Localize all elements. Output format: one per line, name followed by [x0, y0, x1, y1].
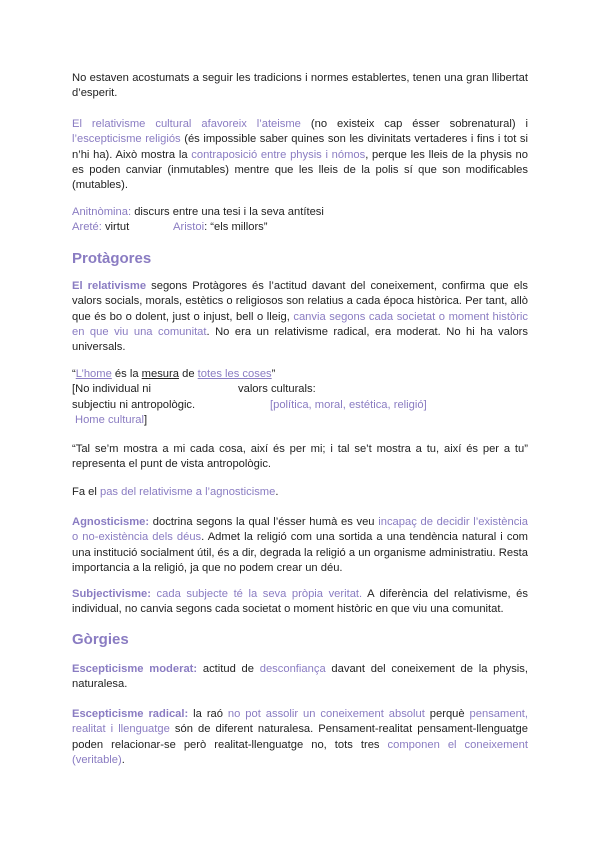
term-subjectivisme: Subjectivisme:: [72, 588, 151, 600]
highlight-totes-les-coses: totes les coses: [197, 368, 272, 380]
highlight-coneixement-absolut: no pot assolir un coneixement absolut: [227, 708, 425, 720]
quote-note: subjectiu ni antropològic.: [72, 398, 196, 411]
paragraph-tal-se-m-mostra: “Tal se’m mostra a mi cada cosa, així és per mi; i tal se’t mostra a tu, així és per a tu” representa el punt de vista antropològic.: [72, 443, 528, 471]
term-escepticisme-moderat: Escepticisme moderat:: [72, 663, 198, 675]
quote-mark: ”: [271, 368, 276, 380]
quote-note: valors culturals:: [238, 383, 316, 396]
paragraph-text: són de diferent naturalesa. Pensament-realitat pensament-llenguatge poden relacionar-se però realitat-llenguatge no, tots tres: [72, 723, 528, 751]
definition-antinomia: [72, 205, 528, 220]
heading-protagores: Protàgores: [72, 250, 152, 267]
paragraph-text: .: [121, 753, 125, 766]
paragraph-tradicions: [72, 71, 528, 102]
quote-mark: “: [72, 368, 76, 380]
highlight-desconfianca: desconfiança: [259, 663, 326, 675]
highlight-pas-relativisme: pas del relativisme a l’agnosticisme: [99, 486, 276, 498]
quote-note: ]: [144, 413, 148, 426]
highlight-contraposicio: contraposició entre physis i nómos: [191, 148, 366, 161]
highlight-politica-moral: [política, moral, estética, religió]: [270, 398, 427, 411]
paragraph-text: (no existeix cap ésser sobrenatural) i: [300, 118, 529, 130]
definition-aristoi: [173, 220, 268, 235]
term-arete: Areté:: [72, 221, 102, 234]
quote-text: és la: [111, 368, 142, 380]
paragraph-text: .: [275, 486, 279, 498]
term-antinomia: Anitnòmina:: [72, 206, 132, 218]
term-agnosticisme: Agnosticisme:: [72, 516, 150, 528]
quote-row-2: [72, 382, 528, 397]
paragraph-relativisme-cultural: [72, 117, 528, 193]
quote-home-mesura: [72, 367, 528, 429]
word-mesura: mesura: [141, 368, 179, 380]
highlight-pensament-realitat: pensament, realitat i llenguatge: [72, 708, 529, 736]
definition-text: virtut: [101, 221, 130, 234]
paragraph-text: perquè: [424, 708, 470, 720]
highlight-incapac: incapaç de decidir l’existència o no-existència dels déus: [72, 516, 528, 544]
quote-note-bracket: [270, 398, 427, 413]
definition-text: : “els millors”: [204, 221, 268, 234]
highlight-escepticisme-religios: l’escepticisme religiós: [72, 133, 181, 146]
paragraph-subjectivisme: [72, 587, 528, 618]
quote-row-3: [72, 398, 528, 413]
highlight-relativisme-cultural: El relativisme cultural afavoreix l’ateisme: [72, 118, 301, 130]
definition-text: discurs entre una tesi i la seva antítesi: [131, 206, 324, 218]
highlight-propia-veritat: cada subjecte té la seva pròpia veritat.: [150, 588, 363, 600]
paragraph-pas-agnosticisme: [72, 485, 528, 500]
paragraph-text: Fa el: [72, 486, 100, 498]
highlight-componen-coneixement: componen el coneixement (veritable): [72, 738, 528, 766]
paragraph-text: . No era un relativisme radical, era moderat. No hi ha valors universals.: [72, 325, 528, 354]
highlight-l-home: L’home: [75, 368, 112, 380]
term-relativisme: El relativisme: [72, 280, 147, 292]
paragraph-text: , perque les lleis de la physis no es poden canviar (inmutables) mentre que les lleis de la polis sí que son modificables (mutables).: [72, 148, 528, 192]
paragraph-text: (és impossible saber quines son les divinitats vertaderes i fins i tot si n’hi ha). Això mostra la: [72, 133, 529, 161]
highlight-canvia: canvia segons cada societat o moment històric en que viu una comunitat: [72, 310, 528, 338]
quote-line: [72, 367, 528, 382]
term-aristoi: Aristoi: [173, 221, 205, 234]
definitions: [72, 205, 528, 236]
highlight-home-cultural: Home cultural: [75, 413, 145, 426]
paragraph-text: davant del coneixement de la physis, naturalesa.: [72, 663, 528, 691]
paragraph-text: No estaven acostumats a seguir les tradicions i normes establertes, tenen una gran llibertat d’esperit.: [72, 72, 528, 100]
quote-note: [No individual ni: [72, 383, 151, 396]
definition-row-arete-aristoi: [72, 220, 528, 235]
paragraph-text: . Admet la religió com una sortida a una tendència natural i com una institució socialment útil, és a dir, degrada la religió a un organisme administratiu. Resta importancia a la religió, ja que no podem crear un déu.: [72, 531, 528, 574]
paragraph-text: doctrina segons la qual l’ésser humà es veu: [149, 516, 379, 528]
paragraph-escepticisme-radical: [72, 707, 528, 768]
paragraph-text: segons Protàgores és l’actitud davant del coneixement, confirma que els valors socials, morals, estètics o religiosos son relatius a cada época històrica. Per tant, allò que és bo o dolent, just o injust, bell o lleig,: [72, 280, 528, 323]
paragraph-text: actitud de: [197, 663, 260, 675]
paragraph-relativisme: [72, 279, 528, 355]
paragraph-text: la raó: [188, 708, 228, 720]
heading-gorgies: Gòrgies: [72, 631, 129, 648]
quote-row-4: [72, 413, 528, 428]
term-escepticisme-radical: Escepticisme radical:: [72, 708, 189, 720]
paragraph-agnosticisme: [72, 515, 528, 576]
paragraph-text: A diferència del relativisme, és individual, no canvia segons cada societat o moment històric en que viu una comunitat.: [72, 588, 529, 616]
quote-text: de: [178, 368, 198, 380]
paragraph-escepticisme-moderat: [72, 662, 528, 693]
